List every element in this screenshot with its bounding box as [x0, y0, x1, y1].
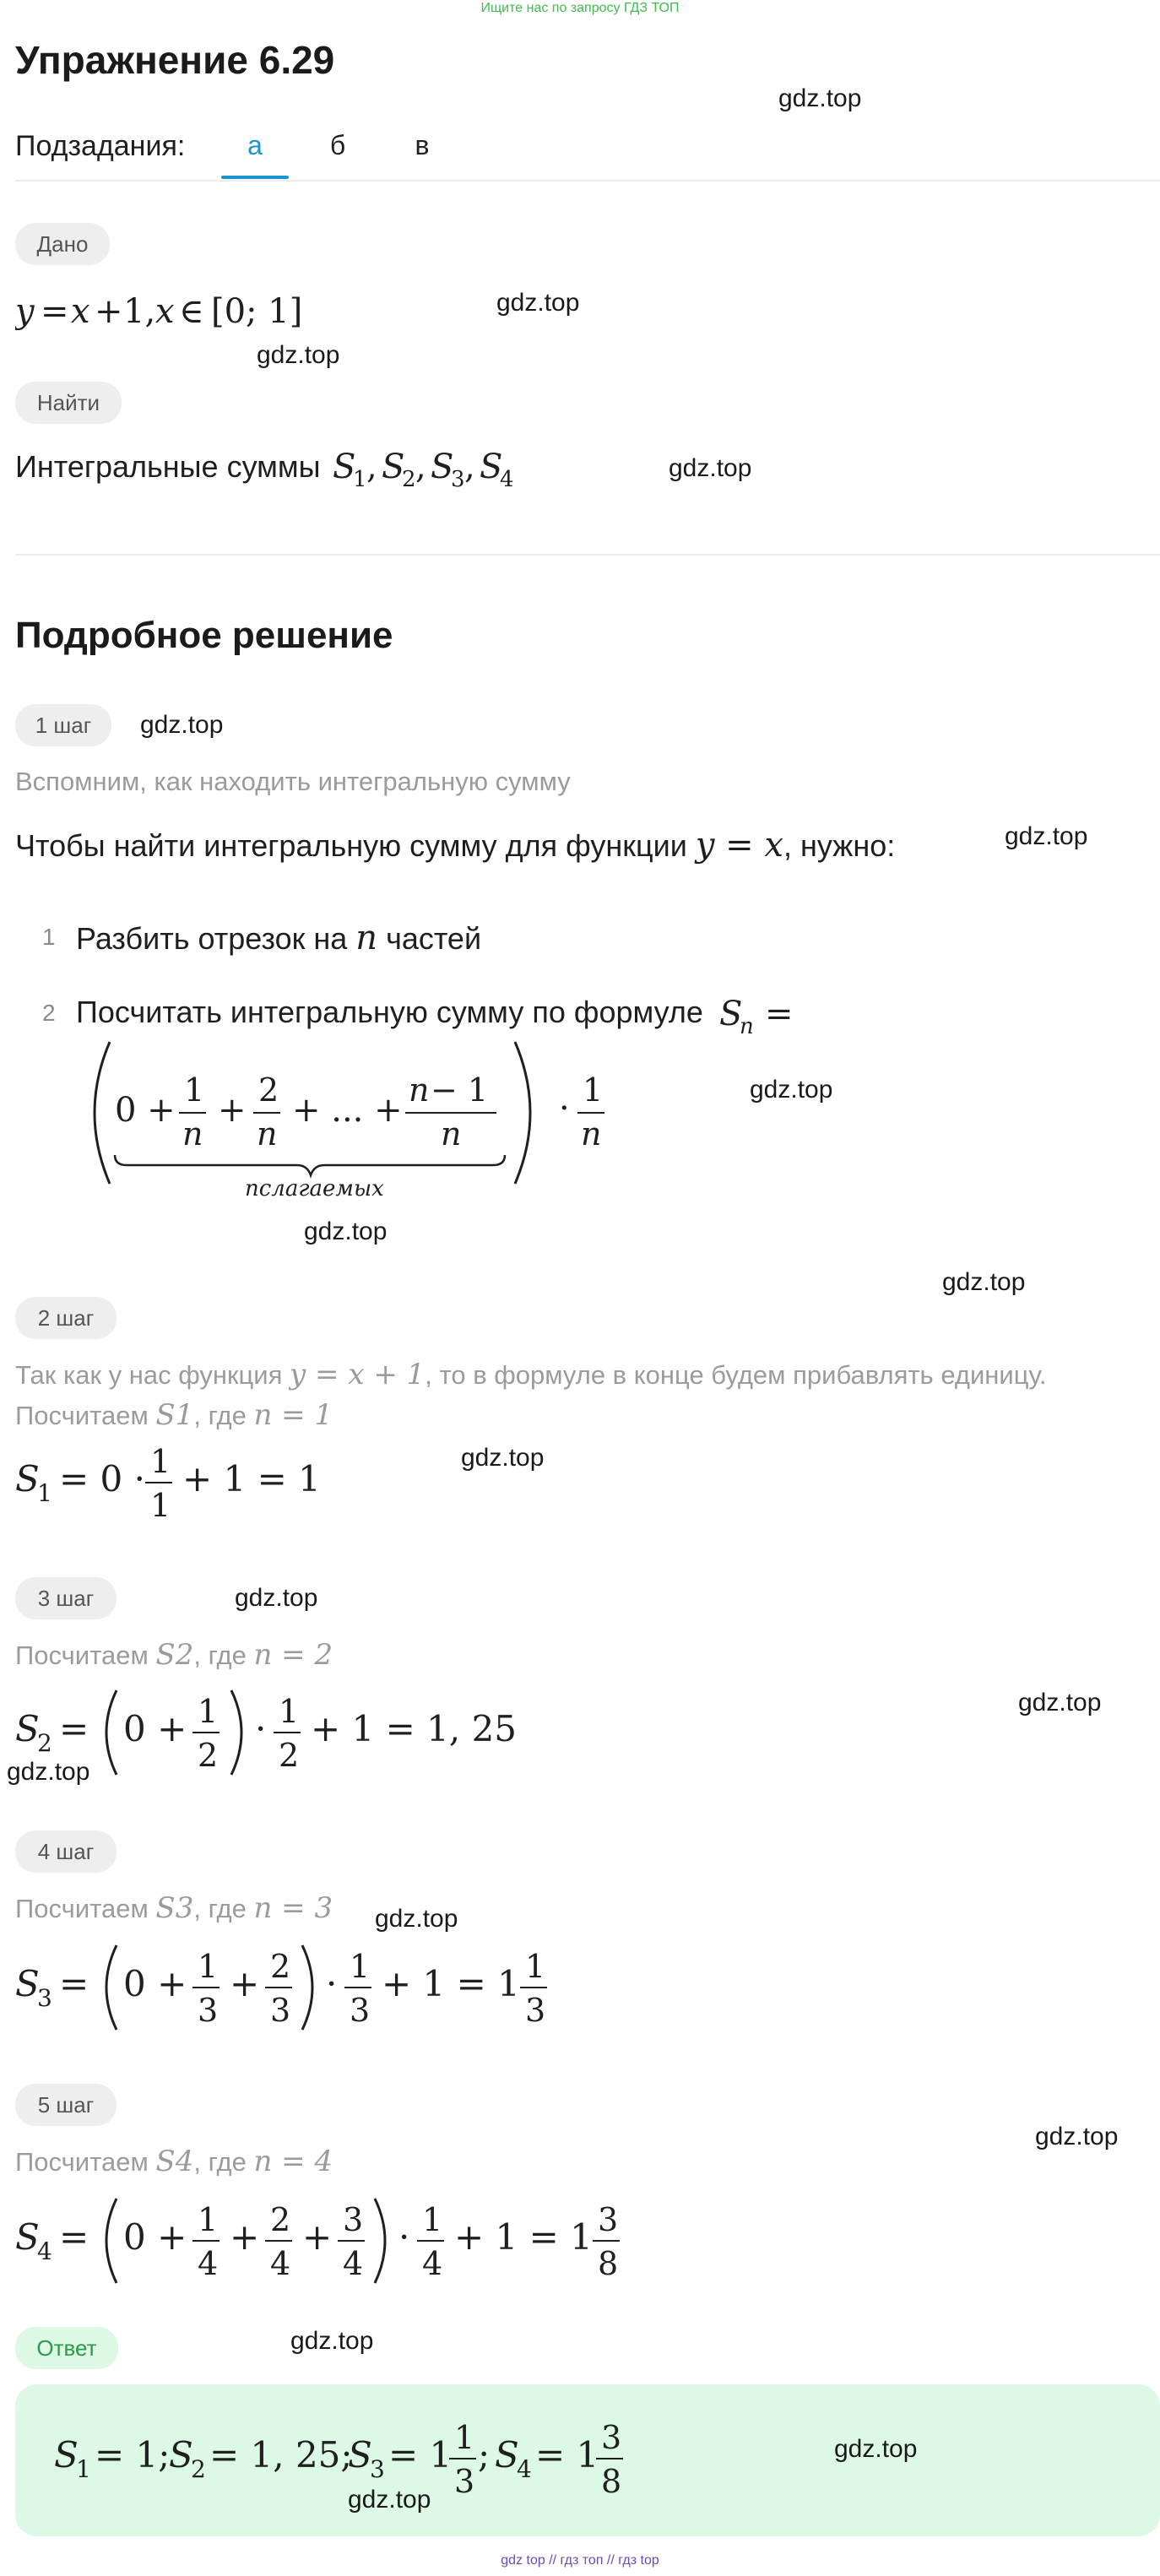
count-text: , где [193, 1641, 247, 1670]
svg-text:1: 1 [353, 467, 367, 492]
svg-text:+ ... +: + ... + [292, 1091, 403, 1130]
count-var: S2 [155, 1638, 194, 1672]
svg-text:= 1: = 1 [388, 2434, 453, 2476]
svg-text:n: n [740, 1014, 754, 1039]
count-text: Посчитаем [15, 2147, 149, 2177]
svg-text:4: 4 [270, 2245, 291, 2282]
svg-text:S: S [480, 447, 503, 486]
subtasks-label: Подзадания: [15, 130, 186, 162]
watermark: gdz.top [290, 2327, 374, 2355]
svg-text:S: S [348, 2434, 372, 2476]
svg-text:3: 3 [370, 2455, 385, 2483]
svg-text:+: + [302, 2216, 333, 2258]
tab-a[interactable]: а [247, 130, 263, 160]
step-1-badge: 1 шаг [15, 704, 111, 746]
svg-text:n: n [182, 1115, 203, 1152]
watermark: gdz.top [375, 1905, 458, 1933]
watermark: gdz.top [669, 454, 752, 482]
step-4-formula [15, 1939, 556, 2044]
svg-text:= 1: = 1 [535, 2434, 599, 2476]
answer-badge: Ответ [15, 2327, 118, 2369]
watermark: gdz.top [1035, 2123, 1119, 2150]
step-3-badge: 3 шаг [15, 1577, 117, 1619]
hint-text: Так как у нас функция [15, 1360, 283, 1390]
svg-text:1: 1 [198, 2201, 219, 2238]
svg-text:0 +: 0 + [123, 1963, 187, 2004]
svg-text:n: n [409, 1071, 430, 1109]
watermark: gdz.top [942, 1268, 1026, 1296]
svg-text:0 +: 0 + [123, 1708, 187, 1749]
count-formula: n = 1 [253, 1398, 333, 1432]
count-formula: n = 4 [253, 2145, 333, 2178]
active-tab-indicator [221, 176, 289, 179]
svg-text:·: · [559, 1089, 570, 1128]
svg-text:=: = [59, 1963, 89, 2004]
svg-text:2: 2 [198, 1737, 219, 1774]
svg-text:·: · [255, 1708, 267, 1749]
svg-text:·: · [326, 1963, 338, 2004]
list-item-2 [76, 995, 703, 1030]
underbrace-label: nслагаемых [245, 1176, 384, 1201]
list-number: 1 [42, 924, 56, 950]
svg-text:1: 1 [150, 1443, 171, 1480]
svg-text:S: S [15, 1963, 40, 2004]
watermark: gdz.top [1018, 1689, 1102, 1716]
svg-text:S: S [495, 2434, 519, 2476]
svg-text:1: 1 [454, 2419, 475, 2456]
svg-text:1: 1 [279, 1693, 300, 1730]
hint-formula: y = x + 1 [290, 1358, 426, 1391]
svg-text:2: 2 [270, 2201, 291, 2238]
svg-text:2: 2 [37, 1729, 52, 1757]
intro-formula: y = x [695, 826, 783, 865]
svg-text:1: 1 [198, 1693, 219, 1730]
svg-text:=: = [41, 292, 69, 331]
count-text: , где [193, 1401, 247, 1430]
svg-text:4: 4 [500, 467, 514, 492]
svg-text:S: S [431, 447, 454, 486]
watermark: gdz.top [461, 1444, 545, 1472]
svg-text:3: 3 [525, 1992, 546, 2029]
svg-text:2: 2 [279, 1737, 300, 1774]
svg-text:1: 1 [37, 1479, 52, 1507]
step-3-count [15, 1638, 333, 1672]
svg-text:0 +: 0 + [115, 1091, 176, 1130]
svg-text:8: 8 [598, 2245, 619, 2282]
svg-text:;: ; [478, 2434, 491, 2476]
find-formula [331, 441, 534, 504]
watermark: gdz.top [140, 711, 224, 739]
tab-b[interactable]: б [329, 130, 346, 160]
svg-text:1: 1 [350, 1948, 371, 1985]
svg-text:+ 1 = 1, 25: + 1 = 1, 25 [311, 1708, 518, 1749]
given-badge: Дано [15, 223, 110, 265]
count-var: S4 [155, 2145, 194, 2178]
step-5-count [15, 2145, 333, 2178]
svg-text:0 +: 0 + [123, 2216, 187, 2258]
svg-text:,: , [464, 447, 475, 486]
svg-text:3: 3 [454, 2463, 475, 2500]
svg-text:4: 4 [198, 2245, 219, 2282]
list-item-text: Посчитать интегральную сумму по формуле [76, 995, 703, 1029]
list-item-var: n [355, 919, 378, 957]
sum-formula-lhs [716, 988, 809, 1043]
svg-text:4: 4 [517, 2455, 532, 2483]
svg-text:S: S [54, 2434, 79, 2476]
step-1-hint: Вспомним, как находить интегральную сумму [15, 767, 571, 796]
svg-text:S: S [169, 2434, 193, 2476]
solution-title: Подробное решение [15, 615, 393, 656]
given-formula-svg [15, 282, 336, 341]
count-text: Посчитаем [15, 1894, 149, 1923]
svg-text:1: 1 [525, 1948, 546, 1985]
watermark: gdz.top [496, 289, 580, 317]
svg-text:2: 2 [191, 2455, 206, 2483]
svg-text:= 1;: = 1; [95, 2434, 171, 2476]
svg-text:3: 3 [198, 1992, 219, 2029]
watermark: gdz.top [1005, 822, 1088, 850]
svg-text:2: 2 [258, 1071, 279, 1109]
svg-text:y: y [15, 292, 35, 331]
svg-text:1: 1 [76, 2455, 91, 2483]
svg-text:1: 1 [422, 2201, 443, 2238]
svg-text:=: = [59, 2216, 89, 2258]
step-5-formula [15, 2192, 623, 2297]
find-text: Интегральные суммы [15, 449, 321, 484]
step-2-count [15, 1398, 333, 1432]
svg-text:=: = [59, 1708, 89, 1749]
watermark: gdz.top [257, 341, 340, 369]
count-text: Посчитаем [15, 1401, 149, 1430]
svg-text:+ 1 = 1: + 1 = 1 [182, 1458, 321, 1500]
given-formula [15, 282, 336, 345]
count-text: Посчитаем [15, 1641, 149, 1670]
svg-text:,: , [415, 447, 426, 486]
svg-text:3: 3 [37, 1984, 52, 2012]
count-var: S1 [155, 1398, 194, 1432]
svg-text:1: 1 [150, 1487, 171, 1524]
svg-text:= 1, 25;: = 1, 25; [209, 2434, 353, 2476]
svg-text:+ 1 = 1: + 1 = 1 [382, 1963, 520, 2004]
svg-text:3: 3 [451, 467, 465, 492]
svg-text:1: 1 [198, 1948, 219, 1985]
watermark: gdz.top [304, 1217, 388, 1245]
svg-text:n: n [581, 1115, 602, 1152]
intro-text: Чтобы найти интегральную сумму для функции [15, 828, 687, 863]
svg-text:3: 3 [598, 2201, 619, 2238]
promo-note: Ищите нас по запросу ГДЗ ТОП [480, 1, 680, 15]
step-5-badge: 5 шаг [15, 2084, 117, 2126]
svg-text:=: = [765, 995, 794, 1033]
bottom-watermark-note: gdz top // гдз топ // гдз top [501, 2553, 659, 2568]
svg-text:+: + [95, 292, 123, 331]
count-text: , где [193, 2147, 247, 2177]
svg-text:− 1: − 1 [431, 1071, 489, 1109]
svg-text:1: 1 [583, 1071, 604, 1109]
step-4-badge: 4 шаг [15, 1830, 117, 1873]
step-1-intro [15, 826, 895, 865]
svg-text:3: 3 [601, 2419, 622, 2456]
section-divider [15, 554, 1160, 556]
svg-text:n: n [441, 1115, 462, 1152]
count-formula: n = 3 [253, 1891, 333, 1925]
svg-text:+ 1 = 1: + 1 = 1 [454, 2216, 593, 2258]
svg-text:+: + [230, 2216, 260, 2258]
svg-text:∈: ∈ [179, 292, 204, 331]
svg-text:x: x [155, 292, 175, 331]
svg-text:= 0 ·: = 0 · [59, 1458, 145, 1500]
step-2-formula [15, 1439, 336, 1536]
svg-text:S: S [15, 1458, 40, 1500]
svg-text:3: 3 [343, 2201, 364, 2238]
watermark: gdz.top [348, 2486, 431, 2514]
svg-text:+: + [218, 1091, 247, 1130]
svg-text:S: S [333, 447, 356, 486]
svg-text:+: + [230, 1963, 260, 2004]
svg-text:3: 3 [350, 1992, 371, 2029]
svg-text:2: 2 [402, 467, 416, 492]
step-3-formula [15, 1684, 522, 1789]
svg-text:S: S [15, 2216, 40, 2258]
hint-text-end: , то в формуле в конце будем прибавлять единицу. [425, 1360, 1047, 1390]
list-number: 2 [42, 1000, 56, 1026]
svg-text:8: 8 [601, 2463, 622, 2500]
watermark: gdz.top [235, 1584, 318, 1612]
svg-text:2: 2 [270, 1948, 291, 1985]
watermark: gdz.top [778, 84, 862, 112]
svg-text:4: 4 [422, 2245, 443, 2282]
svg-text:x: x [71, 292, 90, 331]
svg-text:S: S [382, 447, 405, 486]
tabs-divider [15, 180, 1160, 182]
step-4-count [15, 1891, 333, 1925]
tab-v[interactable]: в [415, 130, 430, 160]
svg-text:n: n [257, 1115, 278, 1152]
svg-text:S: S [15, 1708, 40, 1749]
svg-text:3: 3 [270, 1992, 291, 2029]
svg-text:4: 4 [343, 2245, 364, 2282]
svg-text:,: , [366, 447, 377, 486]
watermark: gdz.top [750, 1076, 833, 1104]
svg-text:S: S [719, 995, 743, 1033]
step-2-badge: 2 шаг [15, 1297, 117, 1339]
count-text: , где [193, 1894, 247, 1923]
svg-text:·: · [398, 2216, 410, 2258]
svg-text:4: 4 [37, 2237, 52, 2265]
step-2-hint [15, 1358, 1047, 1391]
list-item-text: частей [386, 921, 482, 956]
count-var: S3 [155, 1891, 194, 1925]
list-item-text: Разбить отрезок на [76, 921, 348, 956]
watermark: gdz.top [7, 1758, 90, 1786]
watermark: gdz.top [834, 2435, 918, 2463]
general-formula [84, 1035, 608, 1208]
count-formula: n = 2 [253, 1638, 333, 1672]
svg-text:1: 1 [184, 1071, 205, 1109]
list-item-1 [76, 919, 481, 957]
intro-text-end: , нужно: [783, 828, 896, 863]
svg-text:1,: 1, [123, 292, 156, 331]
find-badge: Найти [15, 382, 122, 424]
svg-text:[0; 1]: [0; 1] [211, 292, 303, 331]
page-title: Упражнение 6.29 [15, 38, 335, 82]
